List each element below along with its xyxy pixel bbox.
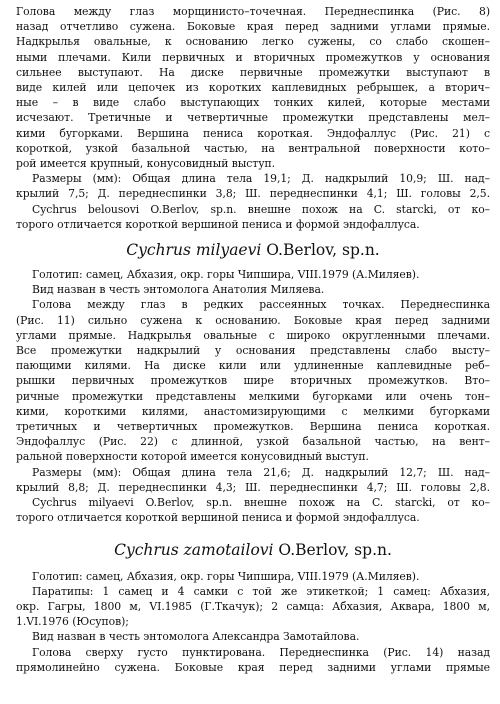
text-line: кими бугорками. Вершина пениса короткая. Эндофаллус (Рис. 21) с xyxy=(16,126,490,140)
text-line: прямолинейно сужена. Боковые края перед задними углами прямые xyxy=(16,660,490,674)
comparison-line: торого отличается короткой вершиной пениса и формой эндофаллуса. xyxy=(16,217,420,231)
text-line: сильнее выступают. На диске первичные промежутки выступают в xyxy=(16,65,490,79)
paratypes-line: Паратипы: 1 самец и 4 самки с той же этикеткой; 1 самец: Абхазия, xyxy=(32,584,490,598)
comparison-line: Cychrus belousovi O.Berlov, sp.n. внешне похож на C. starcki, от ко– xyxy=(32,202,490,216)
measurements-line: Размеры (мм): Общая длина тела 21,6; Д. надкрылий 12,7; Ш. над– xyxy=(32,465,490,479)
measurements-line: Размеры (мм): Общая длина тела 19,1; Д. надкрылий 10,9; Ш. над– xyxy=(32,172,490,186)
text-line: короткой, узкой базальной частью, на вентральной поверхности кото– xyxy=(16,141,490,155)
text-block-belousovi xyxy=(16,4,490,232)
species-heading-zamotailovi xyxy=(16,540,490,560)
paratypes-line: 1.VI.1976 (Юсупов); xyxy=(16,615,129,629)
species-name: Cychrus milyaevi xyxy=(126,241,262,260)
measurements-line: крылий 7,5; Д. переднеспинки 3,8; Ш. переднеспинки 4,1; Ш. головы 2,5. xyxy=(16,187,490,201)
species-author: O.Berlov, sp.n. xyxy=(261,241,380,260)
text-line: углами прямые. Надкрылья овальные с широко округленными плечами. xyxy=(16,328,490,342)
comparison-line: Cychrus milyaevi O.Berlov, sp.n. внешне похож на C. starcki, от ко– xyxy=(32,496,490,510)
text-line: виде килей или цепочек из коротких каплевидных ребрышек, а вторич– xyxy=(16,81,490,95)
text-line: назад отчетливо сужена. Боковые края перед задними углами прямые. xyxy=(16,20,490,34)
text-line: ные – в виде слабо выступающих тонких килей, которые местами xyxy=(16,96,490,110)
text-line: ричные промежутки представлены мелкими бугорками или очень тон– xyxy=(16,389,490,403)
comparison-line: торого отличается короткой вершиной пениса и формой эндофаллуса. xyxy=(16,511,420,525)
text-line: кими, короткими килями, анастомизирующими с мелкими бугорками xyxy=(16,404,490,418)
text-line: рой имеется крупный, конусовидный выступ. xyxy=(16,157,276,171)
text-line: Голова сверху густо пунктирована. Переднеспинка (Рис. 14) назад xyxy=(32,645,490,659)
text-line: Голова между глаз в редких рассеянных точках. Переднеспинка xyxy=(32,298,490,312)
measurements-line: крылий 8,8; Д. переднеспинки 4,3; Ш. переднеспинки 4,7; Ш. головы 2,8. xyxy=(16,480,490,494)
text-line: Надкрылья овальные, к основанию легко сужены, со слабо скошен– xyxy=(16,35,490,49)
species-name: Cychrus zamotailovi xyxy=(114,540,274,559)
etymology-line: Вид назван в честь энтомолога Александра Замотайлова. xyxy=(32,630,360,644)
species-heading-milyaevi xyxy=(16,240,490,260)
species-author: O.Berlov, sp.n. xyxy=(273,540,392,559)
text-line: ральной поверхности которой имеется конусовидный выступ. xyxy=(16,450,369,464)
text-line: третичных и четвертичных промежутков. Вершина пениса короткая. xyxy=(16,420,490,434)
text-line: (Рис. 11) сильно сужена к основанию. Боковые края перед задними xyxy=(16,313,490,327)
text-line: Эндофаллус (Рис. 22) с длинной, узкой базальной частью, на вент– xyxy=(16,435,490,449)
text-line: пающими килями. На диске кили или удлиненные каплевидные реб– xyxy=(16,359,490,373)
paratypes-line: окр. Гагры, 1800 м, VI.1985 (Г.Ткачук); 2 самца: Абхазия, Аквара, 1800 м, xyxy=(16,599,490,613)
text-block-zamotailovi xyxy=(16,569,490,675)
holotype-line: Голотип: самец, Абхазия, окр. горы Чипшира, VIII.1979 (А.Миляев). xyxy=(32,569,420,583)
text-line: ными плечами. Кили первичных и вторичных промежутков у основания xyxy=(16,50,490,64)
text-block-milyaevi xyxy=(16,267,490,525)
text-line: Голова между глаз морщинисто–точечная. Переднеспинка (Рис. 8) xyxy=(16,5,490,18)
text-line: исчезают. Третичные и четвертичные промежутки представлены мел– xyxy=(16,111,490,125)
holotype-line: Голотип: самец, Абхазия, окр. горы Чипшира, VIII.1979 (А.Миляев). xyxy=(32,268,420,282)
text-line: рышки первичных промежутков шире вторичных промежутков. Вто– xyxy=(16,374,490,388)
text-line: Все промежутки надкрылий у основания представлены слабо высту– xyxy=(16,344,490,358)
etymology-line: Вид назван в честь энтомолога Анатолия Миляева. xyxy=(32,283,325,297)
